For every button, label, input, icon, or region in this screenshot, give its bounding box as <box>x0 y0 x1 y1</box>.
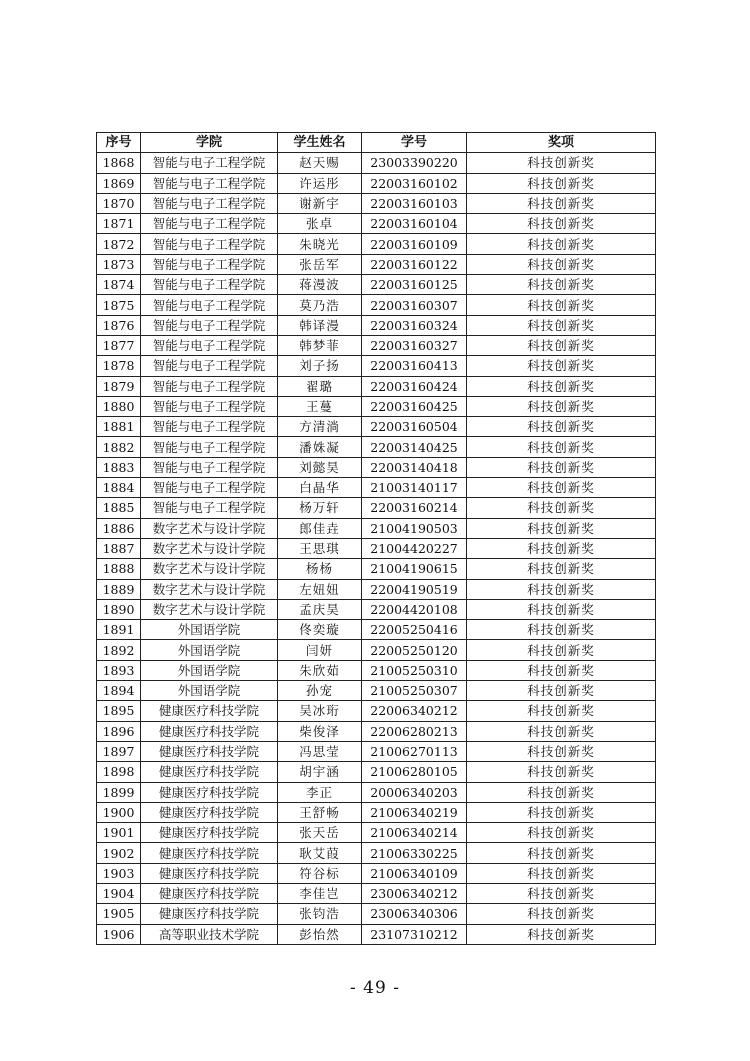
cell-seq: 1903 <box>97 863 141 883</box>
cell-award: 科技创新奖 <box>467 173 656 193</box>
cell-award: 科技创新奖 <box>467 417 656 437</box>
cell-name: 韩译漫 <box>278 315 362 335</box>
cell-student-id: 21005250307 <box>362 681 467 701</box>
award-table <box>96 132 656 945</box>
cell-student-id: 21003140117 <box>362 478 467 498</box>
cell-college: 智能与电子工程学院 <box>141 234 278 254</box>
cell-award: 科技创新奖 <box>467 741 656 761</box>
cell-seq: 1893 <box>97 660 141 680</box>
cell-seq: 1883 <box>97 457 141 477</box>
cell-name: 许运彤 <box>278 173 362 193</box>
table-row <box>97 396 656 416</box>
cell-college: 数字艺术与设计学院 <box>141 538 278 558</box>
table-row <box>97 478 656 498</box>
cell-student-id: 22003160413 <box>362 356 467 376</box>
cell-award: 科技创新奖 <box>467 356 656 376</box>
cell-college: 智能与电子工程学院 <box>141 335 278 355</box>
cell-college: 数字艺术与设计学院 <box>141 518 278 538</box>
cell-seq: 1882 <box>97 437 141 457</box>
page-number: - 49 - <box>350 978 400 998</box>
cell-seq: 1904 <box>97 883 141 903</box>
table-row <box>97 234 656 254</box>
table-row <box>97 315 656 335</box>
cell-student-id: 21004190503 <box>362 518 467 538</box>
cell-college: 智能与电子工程学院 <box>141 457 278 477</box>
table-row <box>97 904 656 924</box>
cell-award: 科技创新奖 <box>467 153 656 173</box>
table-row <box>97 559 656 579</box>
cell-student-id: 22003160214 <box>362 498 467 518</box>
cell-award: 科技创新奖 <box>467 518 656 538</box>
cell-seq: 1899 <box>97 782 141 802</box>
cell-student-id: 21006340219 <box>362 802 467 822</box>
cell-name: 佟奕璇 <box>278 620 362 640</box>
cell-student-id: 23107310212 <box>362 924 467 944</box>
cell-college: 智能与电子工程学院 <box>141 498 278 518</box>
cell-name: 张钧浩 <box>278 904 362 924</box>
table-row <box>97 376 656 396</box>
cell-name: 胡宇涵 <box>278 762 362 782</box>
cell-name: 朱晓光 <box>278 234 362 254</box>
cell-student-id: 21006340109 <box>362 863 467 883</box>
cell-college: 外国语学院 <box>141 620 278 640</box>
cell-award: 科技创新奖 <box>467 214 656 234</box>
cell-name: 符谷标 <box>278 863 362 883</box>
cell-student-id: 21004190615 <box>362 559 467 579</box>
cell-college: 智能与电子工程学院 <box>141 396 278 416</box>
cell-award: 科技创新奖 <box>467 681 656 701</box>
cell-name: 吴冰珩 <box>278 701 362 721</box>
header-award: 奖项 <box>467 133 656 153</box>
table-row <box>97 802 656 822</box>
cell-name: 张天岳 <box>278 823 362 843</box>
cell-college: 外国语学院 <box>141 660 278 680</box>
cell-student-id: 21004420227 <box>362 538 467 558</box>
cell-student-id: 22003160307 <box>362 295 467 315</box>
table-row <box>97 579 656 599</box>
cell-seq: 1876 <box>97 315 141 335</box>
table-row <box>97 823 656 843</box>
cell-seq: 1871 <box>97 214 141 234</box>
cell-award: 科技创新奖 <box>467 640 656 660</box>
cell-name: 潘姝凝 <box>278 437 362 457</box>
cell-student-id: 22004420108 <box>362 599 467 619</box>
cell-seq: 1872 <box>97 234 141 254</box>
table-row <box>97 599 656 619</box>
table-row <box>97 457 656 477</box>
cell-award: 科技创新奖 <box>467 599 656 619</box>
cell-student-id: 22005250416 <box>362 620 467 640</box>
cell-award: 科技创新奖 <box>467 457 656 477</box>
cell-seq: 1869 <box>97 173 141 193</box>
cell-seq: 1892 <box>97 640 141 660</box>
cell-student-id: 22006280213 <box>362 721 467 741</box>
cell-name: 谢新宇 <box>278 193 362 213</box>
cell-name: 杨杨 <box>278 559 362 579</box>
cell-college: 健康医疗科技学院 <box>141 863 278 883</box>
cell-seq: 1900 <box>97 802 141 822</box>
cell-award: 科技创新奖 <box>467 660 656 680</box>
table-row <box>97 275 656 295</box>
cell-name: 赵天赐 <box>278 153 362 173</box>
cell-seq: 1885 <box>97 498 141 518</box>
cell-award: 科技创新奖 <box>467 254 656 274</box>
cell-name: 冯思莹 <box>278 741 362 761</box>
cell-name: 刘子扬 <box>278 356 362 376</box>
cell-name: 左妞妞 <box>278 579 362 599</box>
cell-award: 科技创新奖 <box>467 478 656 498</box>
table-body <box>97 153 656 945</box>
cell-college: 健康医疗科技学院 <box>141 762 278 782</box>
cell-name: 柴俊泽 <box>278 721 362 741</box>
table-row <box>97 335 656 355</box>
cell-student-id: 22003160504 <box>362 417 467 437</box>
header-college: 学院 <box>141 133 278 153</box>
table-row <box>97 660 656 680</box>
table-row <box>97 924 656 944</box>
table-row <box>97 295 656 315</box>
cell-award: 科技创新奖 <box>467 701 656 721</box>
table-row <box>97 437 656 457</box>
cell-seq: 1887 <box>97 538 141 558</box>
cell-college: 高等职业技术学院 <box>141 924 278 944</box>
table-row <box>97 153 656 173</box>
table-row <box>97 193 656 213</box>
cell-award: 科技创新奖 <box>467 802 656 822</box>
cell-name: 孟庆昊 <box>278 599 362 619</box>
cell-student-id: 22003140425 <box>362 437 467 457</box>
table-row <box>97 417 656 437</box>
cell-student-id: 22003160424 <box>362 376 467 396</box>
cell-college: 数字艺术与设计学院 <box>141 579 278 599</box>
table-row <box>97 741 656 761</box>
cell-seq: 1901 <box>97 823 141 843</box>
cell-student-id: 21006280105 <box>362 762 467 782</box>
cell-student-id: 23003390220 <box>362 153 467 173</box>
cell-seq: 1905 <box>97 904 141 924</box>
cell-name: 李佳岂 <box>278 883 362 903</box>
cell-seq: 1902 <box>97 843 141 863</box>
cell-college: 健康医疗科技学院 <box>141 843 278 863</box>
cell-name: 张卓 <box>278 214 362 234</box>
cell-award: 科技创新奖 <box>467 437 656 457</box>
cell-college: 健康医疗科技学院 <box>141 904 278 924</box>
cell-award: 科技创新奖 <box>467 620 656 640</box>
cell-seq: 1875 <box>97 295 141 315</box>
table-row <box>97 681 656 701</box>
cell-award: 科技创新奖 <box>467 193 656 213</box>
table-row <box>97 538 656 558</box>
cell-student-id: 21005250310 <box>362 660 467 680</box>
cell-name: 白晶华 <box>278 478 362 498</box>
header-name: 学生姓名 <box>278 133 362 153</box>
cell-student-id: 22005250120 <box>362 640 467 660</box>
cell-seq: 1889 <box>97 579 141 599</box>
cell-student-id: 22003160425 <box>362 396 467 416</box>
cell-name: 闫妍 <box>278 640 362 660</box>
cell-award: 科技创新奖 <box>467 823 656 843</box>
cell-college: 智能与电子工程学院 <box>141 275 278 295</box>
cell-seq: 1890 <box>97 599 141 619</box>
cell-student-id: 21006340214 <box>362 823 467 843</box>
cell-student-id: 22003160103 <box>362 193 467 213</box>
cell-student-id: 23006340212 <box>362 883 467 903</box>
header-seq: 序号 <box>97 133 141 153</box>
cell-seq: 1874 <box>97 275 141 295</box>
table-row <box>97 173 656 193</box>
cell-student-id: 22003160324 <box>362 315 467 335</box>
cell-name: 李正 <box>278 782 362 802</box>
table-row <box>97 863 656 883</box>
cell-student-id: 22003160125 <box>362 275 467 295</box>
cell-award: 科技创新奖 <box>467 335 656 355</box>
cell-college: 健康医疗科技学院 <box>141 883 278 903</box>
cell-award: 科技创新奖 <box>467 538 656 558</box>
cell-award: 科技创新奖 <box>467 782 656 802</box>
cell-college: 数字艺术与设计学院 <box>141 559 278 579</box>
cell-seq: 1877 <box>97 335 141 355</box>
cell-seq: 1891 <box>97 620 141 640</box>
cell-college: 健康医疗科技学院 <box>141 782 278 802</box>
cell-seq: 1881 <box>97 417 141 437</box>
cell-student-id: 22003160327 <box>362 335 467 355</box>
header-row <box>97 133 656 153</box>
cell-seq: 1888 <box>97 559 141 579</box>
cell-name: 王思琪 <box>278 538 362 558</box>
table-row <box>97 620 656 640</box>
cell-student-id: 23006340306 <box>362 904 467 924</box>
cell-college: 智能与电子工程学院 <box>141 315 278 335</box>
cell-award: 科技创新奖 <box>467 376 656 396</box>
table-row <box>97 883 656 903</box>
cell-name: 蒋漫波 <box>278 275 362 295</box>
cell-seq: 1894 <box>97 681 141 701</box>
cell-college: 智能与电子工程学院 <box>141 214 278 234</box>
cell-student-id: 22003160109 <box>362 234 467 254</box>
header-student-id: 学号 <box>362 133 467 153</box>
cell-seq: 1896 <box>97 721 141 741</box>
cell-name: 韩梦菲 <box>278 335 362 355</box>
cell-college: 数字艺术与设计学院 <box>141 599 278 619</box>
cell-name: 耿艾葭 <box>278 843 362 863</box>
cell-student-id: 22006340212 <box>362 701 467 721</box>
cell-student-id: 21006330225 <box>362 843 467 863</box>
cell-seq: 1886 <box>97 518 141 538</box>
table-row <box>97 518 656 538</box>
cell-college: 智能与电子工程学院 <box>141 437 278 457</box>
table-row <box>97 843 656 863</box>
cell-name: 莫乃浩 <box>278 295 362 315</box>
cell-college: 健康医疗科技学院 <box>141 701 278 721</box>
cell-student-id: 22003160102 <box>362 173 467 193</box>
cell-student-id: 22003160122 <box>362 254 467 274</box>
cell-college: 智能与电子工程学院 <box>141 295 278 315</box>
cell-award: 科技创新奖 <box>467 315 656 335</box>
cell-college: 智能与电子工程学院 <box>141 417 278 437</box>
table-header <box>97 133 656 153</box>
table-row <box>97 701 656 721</box>
cell-award: 科技创新奖 <box>467 762 656 782</box>
cell-award: 科技创新奖 <box>467 863 656 883</box>
cell-award: 科技创新奖 <box>467 498 656 518</box>
cell-college: 健康医疗科技学院 <box>141 721 278 741</box>
cell-seq: 1878 <box>97 356 141 376</box>
cell-student-id: 22004190519 <box>362 579 467 599</box>
cell-seq: 1880 <box>97 396 141 416</box>
table-row <box>97 254 656 274</box>
cell-seq: 1879 <box>97 376 141 396</box>
cell-college: 智能与电子工程学院 <box>141 153 278 173</box>
cell-award: 科技创新奖 <box>467 579 656 599</box>
cell-name: 方清淌 <box>278 417 362 437</box>
cell-award: 科技创新奖 <box>467 396 656 416</box>
cell-seq: 1884 <box>97 478 141 498</box>
cell-award: 科技创新奖 <box>467 843 656 863</box>
cell-name: 彭怡然 <box>278 924 362 944</box>
cell-college: 健康医疗科技学院 <box>141 802 278 822</box>
cell-student-id: 20006340203 <box>362 782 467 802</box>
table-row <box>97 214 656 234</box>
cell-student-id: 22003160104 <box>362 214 467 234</box>
cell-college: 智能与电子工程学院 <box>141 173 278 193</box>
table-row <box>97 721 656 741</box>
cell-name: 孙宠 <box>278 681 362 701</box>
cell-student-id: 21006270113 <box>362 741 467 761</box>
cell-award: 科技创新奖 <box>467 275 656 295</box>
cell-college: 智能与电子工程学院 <box>141 376 278 396</box>
cell-award: 科技创新奖 <box>467 721 656 741</box>
cell-student-id: 22003140418 <box>362 457 467 477</box>
cell-seq: 1897 <box>97 741 141 761</box>
cell-college: 健康医疗科技学院 <box>141 741 278 761</box>
cell-award: 科技创新奖 <box>467 559 656 579</box>
cell-name: 朱欣茹 <box>278 660 362 680</box>
cell-seq: 1898 <box>97 762 141 782</box>
cell-seq: 1868 <box>97 153 141 173</box>
cell-seq: 1906 <box>97 924 141 944</box>
cell-award: 科技创新奖 <box>467 234 656 254</box>
cell-name: 杨万轩 <box>278 498 362 518</box>
table-row <box>97 762 656 782</box>
cell-college: 外国语学院 <box>141 681 278 701</box>
table-row <box>97 640 656 660</box>
cell-seq: 1895 <box>97 701 141 721</box>
cell-college: 智能与电子工程学院 <box>141 193 278 213</box>
cell-college: 智能与电子工程学院 <box>141 356 278 376</box>
cell-name: 翟璐 <box>278 376 362 396</box>
cell-college: 智能与电子工程学院 <box>141 254 278 274</box>
cell-name: 张岳军 <box>278 254 362 274</box>
cell-award: 科技创新奖 <box>467 295 656 315</box>
table-row <box>97 498 656 518</box>
cell-college: 健康医疗科技学院 <box>141 823 278 843</box>
table-row <box>97 356 656 376</box>
cell-award: 科技创新奖 <box>467 924 656 944</box>
cell-award: 科技创新奖 <box>467 904 656 924</box>
cell-name: 刘懿昊 <box>278 457 362 477</box>
cell-college: 外国语学院 <box>141 640 278 660</box>
cell-award: 科技创新奖 <box>467 883 656 903</box>
table-row <box>97 782 656 802</box>
cell-seq: 1870 <box>97 193 141 213</box>
cell-seq: 1873 <box>97 254 141 274</box>
cell-college: 智能与电子工程学院 <box>141 478 278 498</box>
cell-name: 王蔓 <box>278 396 362 416</box>
cell-name: 郎佳垚 <box>278 518 362 538</box>
cell-name: 王舒畅 <box>278 802 362 822</box>
